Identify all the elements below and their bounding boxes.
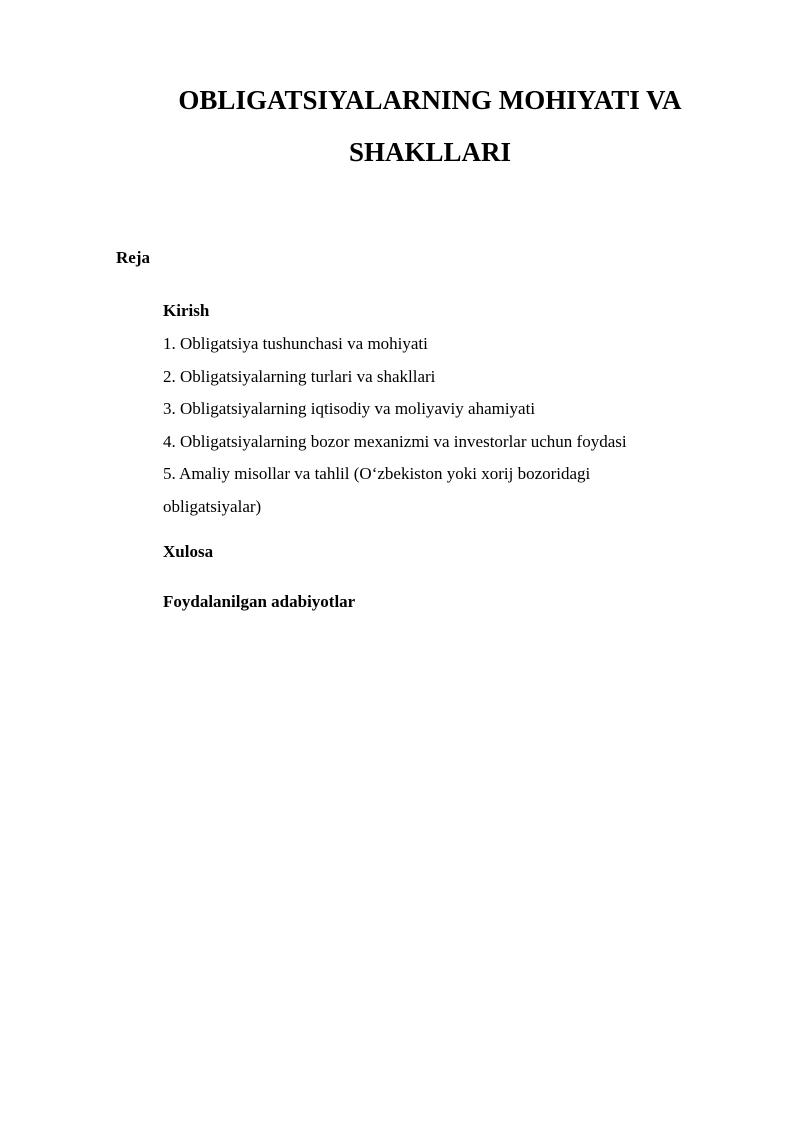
toc-item-5-continued: obligatsiyalar) (163, 496, 262, 516)
toc-conclusion: Xulosa (163, 542, 214, 561)
title-line-2: SHAKLLARI (348, 137, 512, 167)
toc-intro: Kirish (163, 301, 210, 320)
title-line-1: OBLIGATSIYALARNING MOHIYATI VA (178, 85, 682, 115)
toc-references: Foydalanilgan adabiyotlar (163, 592, 356, 611)
page-title (110, 74, 750, 178)
toc-item-3: 3. Obligatsiyalarning iqtisodiy va moliyaviy ahamiyati (163, 399, 536, 418)
toc-item-1: 1. Obligatsiya tushunchasi va mohiyati (163, 334, 428, 353)
toc-item-5: 5. Amaliy misollar va tahlil (O‘zbekiston yoki xorij bozoridagi (163, 464, 591, 483)
plan-heading: Reja (116, 248, 150, 267)
toc-item-4: 4. Obligatsiyalarning bozor mexanizmi va investorlar uchun foydasi (163, 431, 627, 451)
toc-item-2: 2. Obligatsiyalarning turlari va shakllari (163, 366, 436, 386)
table-of-contents (163, 300, 723, 613)
